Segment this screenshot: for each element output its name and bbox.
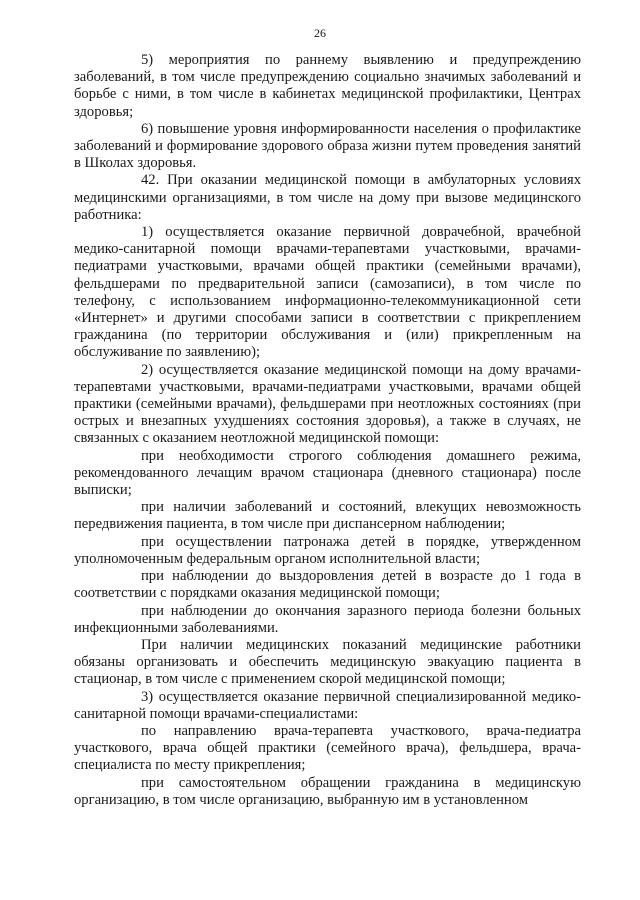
- paragraph: при самостоятельном обращении гражданина в медицинскую организацию, в том числе организацию, выбранную им в установленном: [74, 774, 581, 808]
- paragraph: 3) осуществляется оказание первичной специализированной медико-санитарной помощи врачами-специалистами:: [74, 688, 581, 722]
- paragraph: 2) осуществляется оказание медицинской помощи на дому врачами-терапевтами участковыми, врачами-педиатрами участковыми, врачами общей практики (семейными врачами), фельдшерами при неотложных состояниях (при острых и внезапных ухудшениях состояния здоровья), а также в случаях, не связанных с оказанием неотложной медицинской помощи:: [74, 361, 581, 447]
- paragraph: 42. При оказании медицинской помощи в амбулаторных условиях медицинскими организациями, в том числе на дому при вызове медицинского работника:: [74, 172, 581, 223]
- paragraph: по направлению врача-терапевта участкового, врача-педиатра участкового, врача общей практики (семейного врача), фельдшера, врача-специалиста по месту прикрепления;: [74, 722, 581, 774]
- paragraph: при наблюдении до окончания заразного периода болезни больных инфекционными заболеваниями.: [74, 602, 581, 636]
- paragraph: 5) мероприятия по раннему выявлению и предупреждению заболеваний, в том числе предупреждению социально значимых заболеваний и борьбе с ними, в том числе в кабинетах медицинской профилактики, Центрах здоровья;: [74, 52, 581, 120]
- page-number: 26: [314, 26, 326, 40]
- paragraph: при осуществлении патронажа детей в порядке, утвержденном уполномоченным федеральным органом исполнительной власти;: [74, 533, 581, 567]
- paragraph: при необходимости строгого соблюдения домашнего режима, рекомендованного лечащим врачом стационара (дневного стационара) после выписки;: [74, 447, 581, 499]
- paragraph: При наличии медицинских показаний медицинские работники обязаны организовать и обеспечить медицинскую эвакуацию пациента в стационар, в том числе с применением скорой медицинской помощи;: [74, 636, 581, 688]
- paragraph: при наблюдении до выздоровления детей в возрасте до 1 года в соответствии с порядками оказания медицинской помощи;: [74, 568, 581, 602]
- paragraph: при наличии заболеваний и состояний, влекущих невозможность передвижения пациента, в том числе при диспансерном наблюдении;: [74, 499, 581, 533]
- paragraph: 1) осуществляется оказание первичной доврачебной, врачебной медико-санитарной помощи врачами-терапевтами участковыми, врачами-педиатрами участковыми, врачами общей практики (семейными врачами), фельдшерами по предварительной записи (самозаписи), в том числе по телефону, с использованием информационно-телекоммуникационной сети «Интернет» и другими способами записи в соответствии с прикреплением гражданина (по территории обслуживания и (или) прикрепленным на обслуживание по заявлению);: [74, 224, 581, 361]
- document-body: [74, 52, 581, 809]
- paragraph: 6) повышение уровня информированности населения о профилактике заболеваний и формирование здорового образа жизни путем проведения занятий в Школах здоровья.: [74, 120, 581, 172]
